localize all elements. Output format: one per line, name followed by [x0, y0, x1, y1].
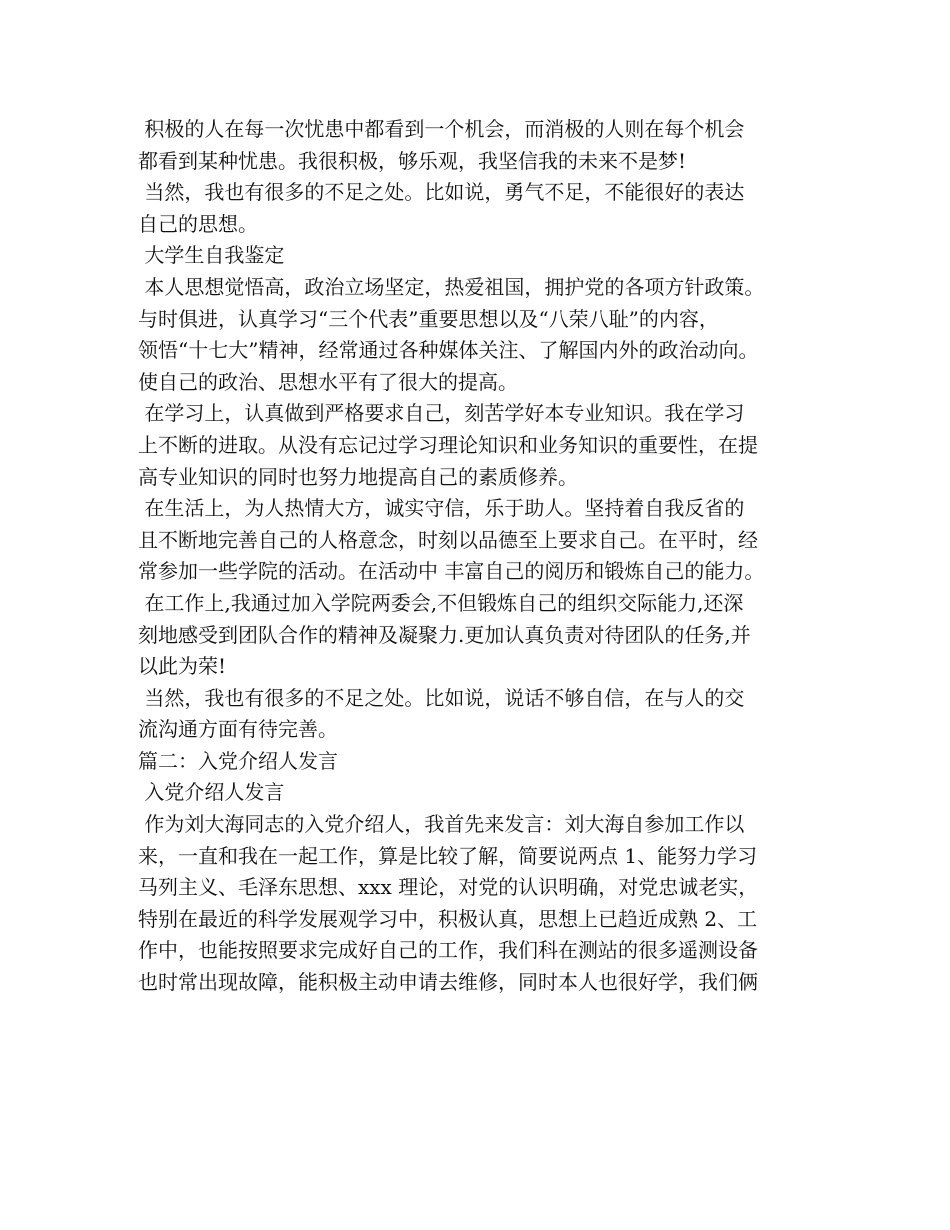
- text-line: 当然，我也有很多的不足之处。比如说，勇气不足，不能很好的表达: [138, 180, 745, 205]
- section-heading: 篇二：入党介绍人发言: [138, 748, 338, 773]
- text-line: 与时俱进，认真学习“三个代表”重要思想以及“八荣八耻”的内容，: [138, 306, 719, 331]
- text-line: 作为刘大海同志的入党介绍人，我首先来发言：刘大海自参加工作以: [138, 812, 745, 837]
- text-line: 在工作上,我通过加入学院两委会,不但锻炼自己的组织交际能力,还深: [138, 590, 744, 615]
- text-line: 作中，也能按照要求完成好自己的工作，我们科在测站的很多遥测设备: [138, 938, 758, 963]
- text-line: 以此为荣!: [138, 654, 227, 679]
- text-line: 在生活上，为人热情大方，诚实守信，乐于助人。坚持着自我反省的: [138, 496, 745, 521]
- text-line: 高专业知识的同时也努力地提高自己的素质修养。: [138, 464, 578, 489]
- text-line: 使自己的政治、思想水平有了很大的提高。: [138, 369, 518, 394]
- text-line: 马列主义、毛泽东思想、xxx 理论，对党的认识明确，对党忠诚老实，: [138, 875, 759, 900]
- text-line: 刻地感受到团队合作的精神及凝聚力.更加认真负责对待团队的任务,并: [138, 622, 751, 647]
- text-line: 领悟“十七大”精神，经常通过各种媒体关注、了解国内外的政治动向。: [138, 338, 759, 363]
- document-body: [138, 114, 828, 999]
- text-line: 来，一直和我在一起工作，算是比较了解，简要说两点 1、能努力学习: [138, 843, 758, 868]
- text-line: 在学习上，认真做到严格要求自己，刻苦学好本专业知识。我在学习: [138, 401, 745, 426]
- section-heading: 大学生自我鉴定: [138, 243, 285, 268]
- text-line: 自己的思想。: [138, 211, 258, 236]
- text-line: 积极的人在每一次忧患中都看到一个机会，而消极的人则在每个机会: [138, 117, 745, 141]
- text-line: 当然，我也有很多的不足之处。比如说，说话不够自信，在与人的交: [138, 685, 745, 710]
- text-line: 且不断地完善自己的人格意念，时刻以品德至上要求自己。在平时，经: [138, 527, 758, 552]
- text-line: 也时常出现故障，能积极主动申请去维修，同时本人也很好学，我们俩: [138, 970, 758, 995]
- text-line: 特别在最近的科学发展观学习中，积极认真，思想上已趋近成熟 2、工: [138, 906, 758, 931]
- text-line: 流沟通方面有待完善。: [138, 717, 338, 742]
- text-line: 常参加一些学院的活动。在活动中 丰富自己的阅历和锻炼自己的能力。: [138, 559, 765, 584]
- text-line: 上不断的进取。从没有忘记过学习理论知识和业务知识的重要性，在提: [138, 432, 758, 457]
- text-line: 都看到某种忧患。我很积极，够乐观，我坚信我的未来不是梦!: [138, 148, 687, 173]
- section-heading: 入党介绍人发言: [138, 780, 285, 805]
- text-line: 本人思想觉悟高，政治立场坚定，热爱祖国，拥护党的各项方针政策。: [138, 274, 765, 299]
